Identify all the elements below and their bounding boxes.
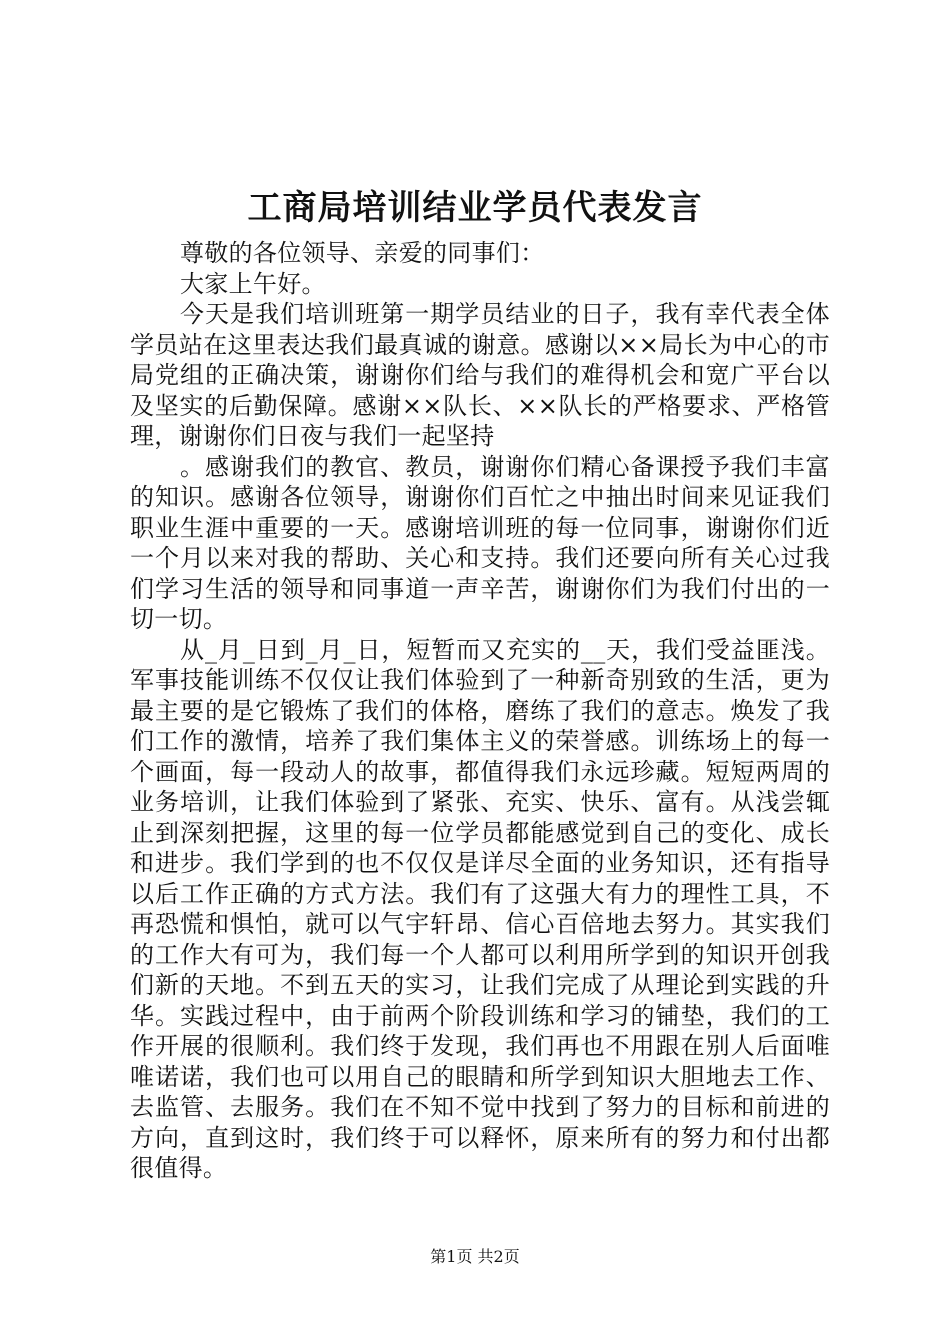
document-title: 工商局培训结业学员代表发言 (247, 188, 703, 228)
body-paragraph: 今天是我们培训班第一期学员结业的日子，我有幸代表全体学员站在这里表达我们最真诚的谢意。感谢以××局长为中心的市局党组的正确决策，谢谢你们给与我们的难得机会和宽广平台以及坚实的后勤保障。感谢××队长、××队长的严格要求、严格管理，谢谢你们日夜与我们一起坚持 (130, 300, 830, 450)
page-footer: 第1页 共2页 (430, 1247, 520, 1266)
body-paragraph: 从_月_日到_月_日，短暂而又充实的__天，我们受益匪浅。军事技能训练不仅仅让我们体验到了一种新奇别致的生活，更为最主要的是它锻炼了我们的体格，磨练了我们的意志。焕发了我们工作的激情，培养了我们集体主义的荣誉感。训练场上的每一个画面，每一段动人的故事，都值得我们永远珍藏。短短两周的业务培训，让我们体验到了紧张、充实、快乐、富有。从浅尝辄止到深刻把握，这里的每一位学员都能感觉到自己的变化、成长和进步。我们学到的也不仅仅是详尽全面的业务知识，还有指导以后工作正确的方式方法。我们有了这强大有力的理性工具，不再恐慌和惧怕，就可以气宇轩昂、信心百倍地去努力。其实我们的工作大有可为，我们每一个人都可以利用所学到的知识开创我们新的天地。不到五天的实习，让我们完成了从理论到实践的升华。实践过程中，由于前两个阶段训练和学习的铺垫，我们的工作开展的很顺利。我们终于发现，我们再也不用跟在别人后面唯唯诺诺，我们也可以用自己的眼睛和所学到知识大胆地去工作、去监管、去服务。我们在不知不觉中找到了努力的目标和前进的方向，直到这时，我们终于可以释怀，原来所有的努力和付出都很值得。 (130, 635, 830, 1182)
greeting-paragraph: 尊敬的各位领导、亲爱的同事们： (180, 239, 545, 267)
document-body (130, 238, 830, 1184)
salutation-paragraph: 大家上午好。 (180, 269, 326, 298)
body-paragraph: 。感谢我们的教官、教员，谢谢你们精心备课授予我们丰富的知识。感谢各位领导，谢谢你们百忙之中抽出时间来见证我们职业生涯中重要的一天。感谢培训班的每一位同事，谢谢你们近一个月以来对我的帮助、关心和支持。我们还要向所有关心过我们学习生活的领导和同事道一声辛苦，谢谢你们为我们付出的一切一切。 (130, 452, 830, 633)
